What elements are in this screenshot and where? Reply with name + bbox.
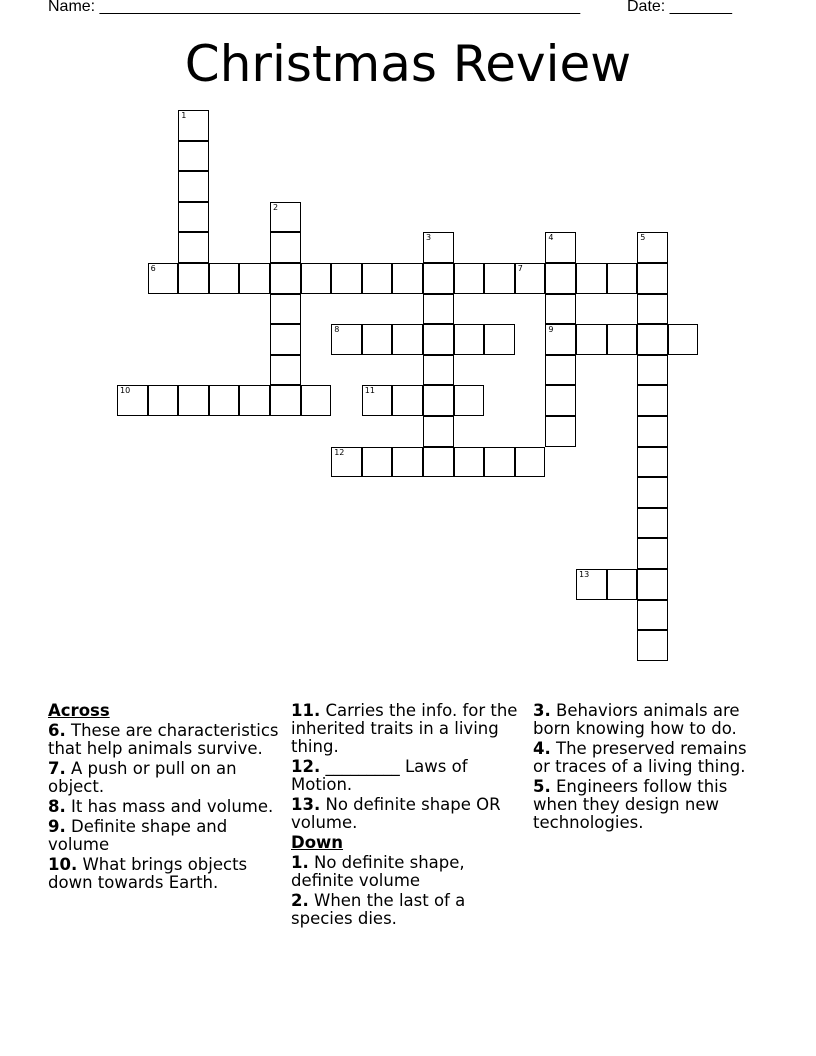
crossword-cell[interactable]	[484, 447, 515, 478]
crossword-cell[interactable]	[484, 324, 515, 355]
crossword-cell[interactable]	[515, 263, 546, 294]
crossword-cell[interactable]	[148, 263, 179, 294]
crossword-cell[interactable]	[637, 630, 668, 661]
clue-across-13: 13. No definite shape OR volume.	[291, 795, 501, 832]
crossword-cell[interactable]	[178, 202, 209, 233]
clue-number: 4	[548, 233, 554, 243]
crossword-cell[interactable]	[484, 263, 515, 294]
crossword-cell[interactable]	[362, 324, 393, 355]
crossword-cell[interactable]	[637, 416, 668, 447]
crossword-cell[interactable]	[148, 385, 179, 416]
crossword-cell[interactable]	[270, 232, 301, 263]
crossword-cell[interactable]	[515, 447, 546, 478]
clue-down-2: 2. When the last of a species dies.	[291, 891, 466, 928]
crossword-cell[interactable]	[576, 324, 607, 355]
crossword-cell[interactable]	[607, 263, 638, 294]
clue-down-5: 5. Engineers follow this when they design new technologies.	[533, 777, 728, 832]
clue-across-9: 9. Definite shape and volume	[48, 817, 228, 854]
crossword-cell[interactable]	[576, 263, 607, 294]
crossword-cell[interactable]	[637, 385, 668, 416]
crossword-cell[interactable]	[637, 600, 668, 631]
crossword-cell[interactable]	[301, 263, 332, 294]
clue-across-6: 6. These are characteristics that help animals survive.	[48, 721, 279, 758]
crossword-cell[interactable]	[392, 385, 423, 416]
crossword-cell[interactable]	[668, 324, 699, 355]
crossword-cell[interactable]	[178, 385, 209, 416]
crossword-cell[interactable]	[239, 263, 270, 294]
clue-column-2	[291, 702, 523, 930]
crossword-cell[interactable]	[545, 294, 576, 325]
crossword-cell[interactable]	[270, 202, 301, 233]
crossword-cell[interactable]	[270, 355, 301, 386]
crossword-cell[interactable]	[454, 447, 485, 478]
crossword-cell[interactable]	[178, 232, 209, 263]
crossword-cell[interactable]	[545, 355, 576, 386]
crossword-cell[interactable]	[178, 141, 209, 172]
crossword-cell[interactable]	[423, 263, 454, 294]
crossword-cell[interactable]	[178, 263, 209, 294]
name-label: Name:	[48, 0, 96, 15]
clue-number: 7	[517, 264, 523, 273]
crossword-cell[interactable]	[117, 385, 148, 416]
crossword-cell[interactable]	[576, 569, 607, 600]
clue-across-11: 11. Carries the info. for the inherited traits in a living thing.	[291, 701, 518, 756]
crossword-cell[interactable]	[270, 263, 301, 294]
clue-column-1	[48, 702, 280, 894]
crossword-cell[interactable]	[637, 232, 668, 263]
crossword-cell[interactable]	[331, 263, 362, 294]
crossword-cell[interactable]	[331, 324, 362, 355]
crossword-cell[interactable]	[178, 110, 209, 141]
clue-across-12: 12. _________ Laws of Motion.	[291, 757, 468, 794]
crossword-cell[interactable]	[392, 324, 423, 355]
crossword-cell[interactable]	[637, 477, 668, 508]
clue-across-7: 7. A push or pull on an object.	[48, 759, 237, 796]
crossword-cell[interactable]	[545, 232, 576, 263]
clue-number: 1	[181, 111, 187, 120]
clue-number: 6	[150, 264, 156, 273]
crossword-cell[interactable]	[423, 294, 454, 325]
clue-number: 13	[579, 570, 590, 579]
clue-number: 9	[548, 325, 554, 335]
clue-down-1: 1. No definite shape, definite volume	[291, 853, 465, 890]
crossword-cell[interactable]	[545, 324, 576, 355]
crossword-cell[interactable]	[637, 324, 668, 355]
crossword-cell[interactable]	[239, 385, 270, 416]
crossword-cell[interactable]	[637, 508, 668, 539]
crossword-cell[interactable]	[545, 263, 576, 294]
crossword-cell[interactable]	[362, 447, 393, 478]
clue-down-3: 3. Behaviors animals are born knowing how to do.	[533, 701, 740, 738]
crossword-cell[interactable]	[423, 385, 454, 416]
crossword-cell[interactable]	[301, 385, 332, 416]
crossword-cell[interactable]	[454, 385, 485, 416]
crossword-cell[interactable]	[209, 385, 240, 416]
crossword-cell[interactable]	[545, 385, 576, 416]
clue-number: 11	[364, 386, 375, 396]
crossword-cell[interactable]	[331, 447, 362, 478]
date-label: Date:	[627, 0, 666, 15]
clue-number: 8	[334, 325, 340, 335]
crossword-cell[interactable]	[362, 385, 393, 416]
clue-across-10: 10. What brings objects down towards Earth.	[48, 855, 248, 892]
clue-across-8: 8. It has mass and volume.	[48, 797, 274, 816]
crossword-cell[interactable]	[637, 538, 668, 569]
crossword-cell[interactable]	[423, 232, 454, 263]
crossword-cell[interactable]	[392, 263, 423, 294]
crossword-cell[interactable]	[423, 416, 454, 447]
crossword-cell[interactable]	[362, 263, 393, 294]
name-blank[interactable]: ______________________________________________________	[99, 0, 581, 15]
crossword-cell[interactable]	[178, 171, 209, 202]
crossword-cell[interactable]	[423, 447, 454, 478]
crossword-cell[interactable]	[545, 416, 576, 447]
clue-number: 3	[426, 233, 432, 243]
crossword-cell[interactable]	[607, 324, 638, 355]
clue-column-3	[533, 702, 763, 834]
crossword-cell[interactable]	[209, 263, 240, 294]
crossword-cell[interactable]	[637, 447, 668, 478]
crossword-cell[interactable]	[637, 294, 668, 325]
crossword-cell[interactable]	[607, 569, 638, 600]
clue-down-4: 4. The preserved remains or traces of a living thing.	[533, 739, 747, 776]
page-title: Christmas Review	[184, 35, 632, 93]
crossword-cell[interactable]	[637, 263, 668, 294]
crossword-cell[interactable]	[637, 355, 668, 386]
crossword-cell[interactable]	[392, 447, 423, 478]
crossword-cell[interactable]	[270, 324, 301, 355]
clue-number: 12	[334, 447, 345, 457]
crossword-cell[interactable]	[454, 324, 485, 355]
crossword-cell[interactable]	[423, 355, 454, 386]
date-blank[interactable]: _______	[669, 0, 732, 15]
crossword-cell[interactable]	[637, 569, 668, 600]
clue-number: 10	[120, 386, 131, 396]
crossword-cell[interactable]	[270, 294, 301, 325]
crossword-cell[interactable]	[270, 385, 301, 416]
down-heading: Down	[291, 833, 344, 852]
clue-number: 5	[640, 233, 646, 243]
across-heading: Across	[48, 701, 110, 720]
clue-number: 2	[273, 202, 279, 212]
crossword-cell[interactable]	[423, 324, 454, 355]
crossword-cell[interactable]	[454, 263, 485, 294]
